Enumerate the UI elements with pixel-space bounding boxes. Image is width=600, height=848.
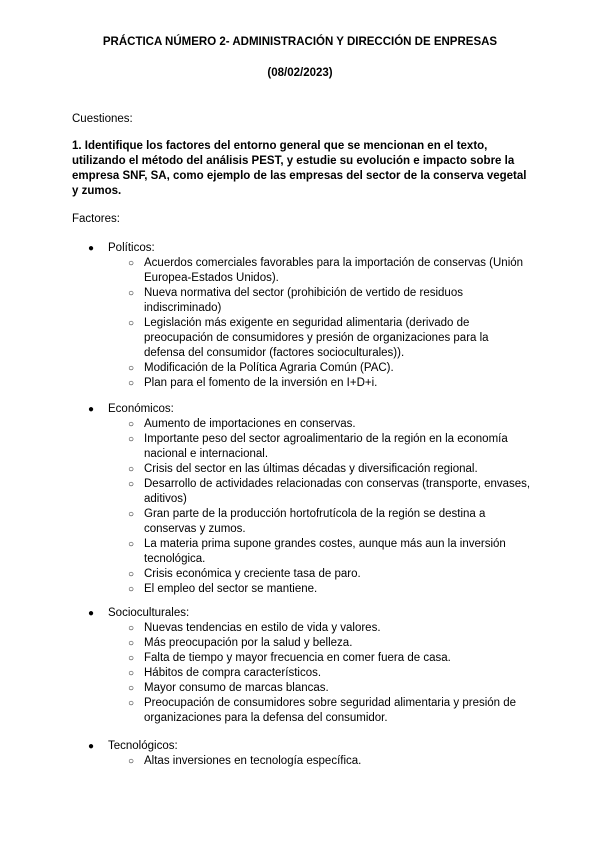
list-item: ○ Legislación más exigente en seguridad alimentaria (derivado de preocupación de consumidores y presión de organizaciones para la defensa del consumidor (factores socioculturales)). <box>128 317 489 359</box>
circle-bullet-icon: ○ <box>128 584 135 595</box>
circle-bullet-icon: ○ <box>128 698 135 709</box>
list-item: ○ Plan para el fomento de la inversión en I+D+i. <box>128 377 378 389</box>
list-item: ○ Crisis económica y creciente tasa de paro. <box>128 568 361 580</box>
circle-bullet-icon: ○ <box>128 756 135 767</box>
category-economicos <box>72 402 532 597</box>
category-label: Políticos: <box>108 242 155 254</box>
list-item: ○ Más preocupación por la salud y belleza. <box>128 637 353 649</box>
list-item: ○ Desarrollo de actividades relacionadas con conservas (transporte, envases, aditivos) <box>128 478 531 505</box>
circle-bullet-icon: ○ <box>128 378 135 389</box>
bullet-icon: ● <box>88 404 95 415</box>
circle-bullet-icon: ○ <box>128 258 135 269</box>
circle-bullet-icon: ○ <box>128 288 135 299</box>
category-label: Económicos: <box>108 403 174 415</box>
circle-bullet-icon: ○ <box>128 539 135 550</box>
circle-bullet-icon: ○ <box>128 623 135 634</box>
bullet-icon: ● <box>88 243 95 254</box>
factores-label: Factores: <box>72 213 120 225</box>
list-item: ○ Nuevas tendencias en estilo de vida y valores. <box>128 622 381 634</box>
list-item: ○ La materia prima supone grandes costes, aunque más aun la inversión tecnológica. <box>128 538 506 565</box>
bullet-icon: ● <box>88 608 95 619</box>
list-item: ○ Nueva normativa del sector (prohibición de vertido de residuos indiscriminado) <box>128 287 463 314</box>
list-item: ○ Gran parte de la producción hortofrutícola de la región se destina a conservas y zumos. <box>128 508 486 535</box>
list-item: ○ Hábitos de compra característicos. <box>128 667 322 679</box>
list-item: ○ Mayor consumo de marcas blancas. <box>128 682 329 694</box>
circle-bullet-icon: ○ <box>128 638 135 649</box>
category-socioculturales <box>72 606 532 726</box>
document-title: PRÁCTICA NÚMERO 2- ADMINISTRACIÓN Y DIRECCIÓN DE ENPRESAS <box>102 36 498 48</box>
list-item: ○ Altas inversiones en tecnología específica. <box>128 755 362 767</box>
bullet-icon: ● <box>88 741 95 752</box>
circle-bullet-icon: ○ <box>128 509 135 520</box>
circle-bullet-icon: ○ <box>128 318 135 329</box>
category-tecnologicos <box>72 739 532 769</box>
list-item: ○ Importante peso del sector agroalimentario de la región en la economía nacional e internacional. <box>128 433 508 460</box>
circle-bullet-icon: ○ <box>128 419 135 430</box>
circle-bullet-icon: ○ <box>128 479 135 490</box>
document-date: (08/02/2023) <box>267 67 333 79</box>
category-label: Socioculturales: <box>108 607 190 619</box>
list-item: ○ Acuerdos comerciales favorables para la importación de conservas (Unión Europea-Estados Unidos). <box>128 257 524 284</box>
circle-bullet-icon: ○ <box>128 683 135 694</box>
category-politicos <box>72 241 532 391</box>
list-item: ○ Aumento de importaciones en conservas. <box>128 418 356 430</box>
circle-bullet-icon: ○ <box>128 569 135 580</box>
list-item: ○ Modificación de la Política Agraria Común (PAC). <box>128 362 394 374</box>
circle-bullet-icon: ○ <box>128 363 135 374</box>
category-label: Tecnológicos: <box>108 740 178 752</box>
circle-bullet-icon: ○ <box>128 434 135 445</box>
circle-bullet-icon: ○ <box>128 464 135 475</box>
list-item: ○ El empleo del sector se mantiene. <box>128 583 318 595</box>
circle-bullet-icon: ○ <box>128 668 135 679</box>
list-item: ○ Crisis del sector en las últimas décadas y diversificación regional. <box>128 463 478 475</box>
cuestiones-label: Cuestiones: <box>72 113 133 125</box>
question-text: 1. Identifique los factores del entorno general que se mencionan en el texto, utilizando el método del análisis PEST, y estudie su evolución e impacto sobre la empresa SNF, SA, como ejemplo de las empresas del sector de la conserva vegetal y zumos. <box>72 140 527 197</box>
circle-bullet-icon: ○ <box>128 653 135 664</box>
list-item: ○ Falta de tiempo y mayor frecuencia en comer fuera de casa. <box>128 652 451 664</box>
list-item: ○ Preocupación de consumidores sobre seguridad alimentaria y presión de organizaciones para la defensa del consumidor. <box>128 697 517 724</box>
